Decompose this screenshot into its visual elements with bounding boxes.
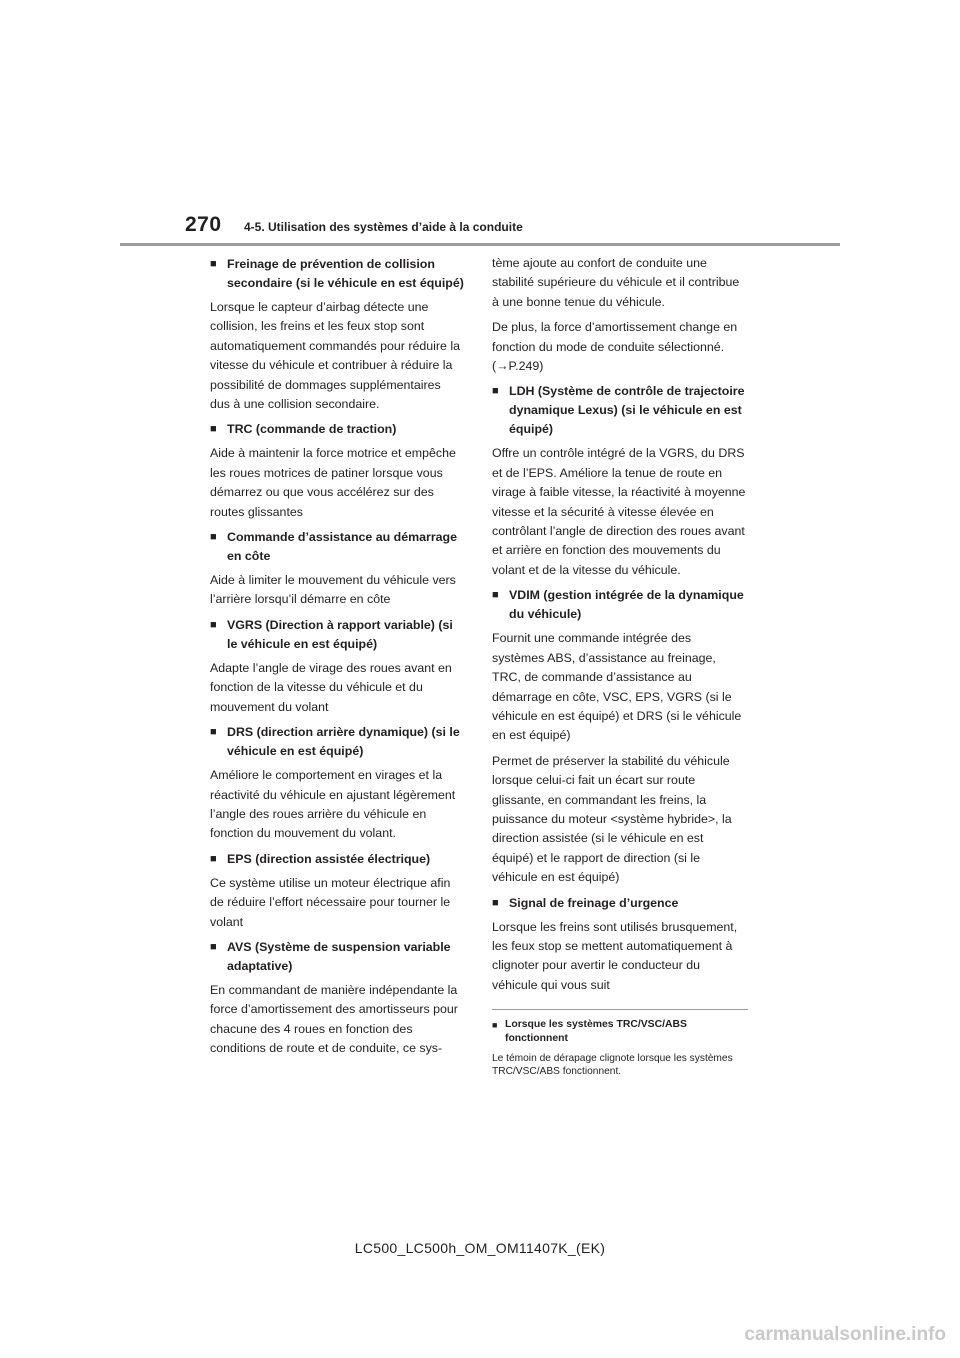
paragraph: Améliore le comportement en virages et la réactivité du véhicule en ajustant légèrement l’angle des roues arrière du véhicule en fonction du mouvement du volant. <box>210 768 456 841</box>
section-heading <box>492 586 746 624</box>
note-divider <box>492 1009 748 1010</box>
right-column <box>492 255 746 1078</box>
square-bullet-icon: ■ <box>210 531 217 544</box>
square-bullet-icon: ■ <box>210 852 217 865</box>
paragraph: Aide à limiter le mouvement du véhicule vers l’arrière lorsqu’il démarre en côte <box>210 573 456 607</box>
paragraph: Lorsque les freins sont utilisés brusquement, les feux stop se mettent automatiquement à clignoter pour avertir le conducteur du véhicule qui vous suit <box>492 919 738 992</box>
section-heading <box>210 528 464 566</box>
heading-text: Freinage de prévention de collision secondaire (si le véhicule en est équipé) <box>227 257 464 290</box>
square-bullet-icon: ■ <box>210 618 217 631</box>
header-divider <box>120 243 840 246</box>
section-heading <box>210 938 464 976</box>
heading-text: EPS (direction assistée électrique) <box>227 851 431 866</box>
square-bullet-icon: ■ <box>492 896 499 909</box>
left-column <box>210 255 464 1065</box>
note-heading <box>492 1018 746 1046</box>
heading-text: TRC (commande de traction) <box>227 422 397 437</box>
section-heading <box>210 850 464 869</box>
square-bullet-icon: ■ <box>210 258 217 270</box>
section-heading <box>492 894 746 913</box>
section-heading <box>210 420 464 439</box>
square-bullet-icon: ■ <box>210 423 217 436</box>
paragraph: De plus, la force d’amortissement change en fonction du mode de conduite sélectionné. (→P.249) <box>492 320 738 374</box>
page-number: 270 <box>185 213 222 236</box>
note-text: Le témoin de dérapage clignote lorsque les systèmes TRC/VSC/ABS fonctionnent. <box>492 1053 733 1078</box>
watermark: carmanualsonline.info <box>744 1324 946 1345</box>
square-bullet-icon: ■ <box>492 1020 498 1031</box>
paragraph: Permet de préserver la stabilité du véhicule lorsque celui-ci fait un écart sur route glissante, en commandant les freins, la puissance du moteur <système hybride>, la direction assistée (si le véhicule en est équipé) et le rapport de direction (si le véhicule en est équipé) <box>492 753 732 885</box>
square-bullet-icon: ■ <box>210 940 217 953</box>
paragraph: tème ajoute au confort de conduite une stabilité supérieure du véhicule et il contribue à une bonne tenue du véhicule. <box>492 256 740 309</box>
section-title: 4-5. Utilisation des systèmes d’aide à la conduite <box>244 220 523 234</box>
paragraph: En commandant de manière indépendante la force d’amortissement des amortisseurs pour chacune des 4 roues en fonction des conditions de route et de conduite, ce sys- <box>210 982 458 1056</box>
document-code: LC500_LC500h_OM_OM11407K_(EK) <box>354 1240 606 1256</box>
paragraph: Aide à maintenir la force motrice et empêche les roues motrices de patiner lorsque vous démarrez ou que vous accélérez sur des routes glissantes <box>210 446 456 519</box>
square-bullet-icon: ■ <box>492 589 499 602</box>
heading-text: VDIM (gestion intégrée de la dynamique du véhicule) <box>509 588 744 622</box>
paragraph: Offre un contrôle intégré de la VGRS, du DRS et de l’EPS. Améliore la tenue de route en virage à faible vitesse, la réactivité à moyenne vitesse et la sécurité à vitesse élevée en contrôlant l’angle de direction des roues avant et arrière en fonction des mouvements du volant et de la vitesse du véhicule. <box>492 446 746 577</box>
section-heading <box>492 382 746 439</box>
paragraph: Lorsque le capteur d’airbag détecte une collision, les freins et les feux stop sont automatiquement commandés pour réduire la vitesse du véhicule et contribuer à réduire la possibilité de dommages supplémentaires dus à une collision secondaire. <box>210 300 461 412</box>
paragraph: Ce système utilise un moteur électrique afin de réduire l’effort nécessaire pour tourner le volant <box>210 875 451 929</box>
section-heading <box>210 255 464 293</box>
heading-text: VGRS (Direction à rapport variable) (si le véhicule en est équipé) <box>227 617 453 651</box>
paragraph: Adapte l’angle de virage des roues avant en fonction de la vitesse du véhicule et du mouvement du volant <box>210 660 452 714</box>
heading-text: Commande d’assistance au démarrage en côte <box>227 530 458 564</box>
square-bullet-icon: ■ <box>492 385 499 398</box>
heading-text: Signal de freinage d’urgence <box>509 895 679 910</box>
heading-text: LDH (Système de contrôle de trajectoire dynamique Lexus) (si le véhicule en est équipé) <box>509 384 745 437</box>
heading-text: AVS (Système de suspension variable adaptative) <box>227 939 451 973</box>
paragraph: Fournit une commande intégrée des systèmes ABS, d’assistance au freinage, TRC, de commande d’assistance au démarrage en côte, VSC, EPS, VGRS (si le véhicule en est équipé) et DRS (si le véhicule en est équipé) <box>492 631 742 743</box>
section-heading <box>210 616 464 654</box>
note-heading-text: Lorsque les systèmes TRC/VSC/ABS fonctionnent <box>505 1019 687 1045</box>
heading-text: DRS (direction arrière dynamique) (si le véhicule en est équipé) <box>227 725 460 759</box>
square-bullet-icon: ■ <box>210 726 217 739</box>
section-heading <box>210 723 464 761</box>
